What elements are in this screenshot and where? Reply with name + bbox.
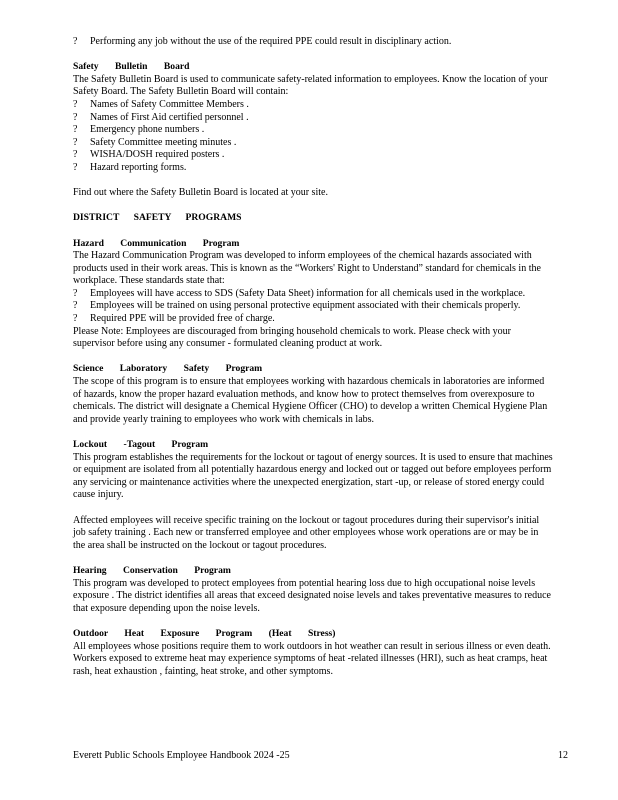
lockout-paragraph: This program establishes the requirements for the lockout or tagout of energy sources. It is used to ensure that machines or equipment are isolated from all potentially hazardous energy and locked out or tagged out before employees perform any servicing or maintenance activities where the unexpected energization, start -up, or release of stored energy could cause injury.: [73, 451, 553, 501]
safety-board-list: [73, 99, 553, 175]
bullet-mark: ?: [73, 98, 78, 110]
hazard-list: [73, 288, 553, 326]
page-number: 12: [558, 750, 568, 761]
footer-title: Everett Public Schools Employee Handbook 2024 -25: [73, 750, 290, 761]
list-item: ? Safety Committee meeting minutes .: [73, 136, 237, 148]
hazard-paragraph: The Hazard Communication Program was developed to inform employees of the chemical hazards associated with products used in their work areas. This is known as the “Workers' Right to Understand” standard for chemicals in the workplace. These standards state that:: [73, 250, 541, 287]
section-heading-outdoor: Outdoor Heat Exposure Program (Heat Stress): [73, 627, 336, 639]
safety-board-location-note: Find out where the Safety Bulletin Board is located at your site.: [73, 187, 328, 199]
hearing-paragraph: This program was developed to protect employees from potential hearing loss due to high occupational noise levels exposure . The district identifies all areas that exceed designated noise levels and takes preventative measures to reduce that exposure depending upon the noise levels.: [73, 577, 551, 614]
list-item: ? Names of Safety Committee Members .: [73, 98, 249, 110]
safety-board-paragraph: The Safety Bulletin Board is used to communicate safety-related information to employees. Know the location of your Safety Board. The Safety Bulletin Board will contain:: [73, 73, 548, 98]
bullet-mark: ?: [73, 287, 78, 299]
ppe-warning: Performing any job without the use of the required PPE could result in disciplinary action.: [90, 36, 452, 47]
district-programs-heading: DISTRICT SAFETY PROGRAMS: [73, 212, 242, 224]
list-item: ? Employees will have access to SDS (Safety Data Sheet) information for all chemicals used in the workplace.: [73, 287, 526, 299]
handbook-page: [73, 36, 553, 678]
list-item: ? WISHA/DOSH required posters .: [73, 149, 225, 161]
bullet-mark: ?: [73, 136, 78, 148]
list-item: ? Required PPE will be provided free of charge.: [73, 313, 275, 325]
section-heading-lockout: Lockout -Tagout Program: [73, 439, 209, 450]
bullet-mark: ?: [73, 36, 78, 47]
bullet-mark: ?: [73, 124, 78, 136]
science-paragraph: The scope of this program is to ensure that employees working with hazardous chemicals in laboratories are informed of hazards, know the proper hazard evaluation methods, and know how to protect themselves from overexposure to chemicals. The district will designate a Chemical Hygiene Officer (CHO) to develop a written Chemical Hygiene Plan and provide yearly training to employees who work with chemicals in labs.: [73, 376, 548, 425]
list-item: ? Emergency phone numbers .: [73, 124, 205, 136]
bullet-mark: ?: [73, 300, 78, 312]
list-item: ? Hazard reporting forms.: [73, 161, 187, 173]
list-item: ? Employees will be trained on using personal protective equipment associated with their chemicals properly.: [73, 300, 521, 312]
page-footer: [73, 750, 568, 761]
section-heading-hearing: Hearing Conservation Program: [73, 564, 231, 576]
section-heading-hazard: Hazard Communication Program: [73, 237, 240, 249]
section-heading-safety-board: Safety Bulletin Board: [73, 61, 190, 73]
section-heading-science: Science Laboratory Safety Program: [73, 363, 263, 375]
bullet-mark: ?: [73, 111, 78, 123]
list-item: [73, 36, 553, 49]
list-item: ? Names of First Aid certified personnel .: [73, 111, 249, 123]
outdoor-paragraph: All employees whose positions require them to work outdoors in hot weather can result in serious illness or even death. Workers exposed to extreme heat may experience symptoms of heat -related illnesses (HRI), such as heat cramps, heat rash, heat exhaustion , fainting, heat stroke, and other symptoms.: [73, 640, 551, 677]
hazard-note: Please Note: Employees are discouraged from bringing household chemicals to work. Please check with your supervisor before using any consumer - formulated cleaning product at work.: [73, 325, 511, 350]
bullet-mark: ?: [73, 161, 78, 173]
lockout-paragraph-2: Affected employees will receive specific training on the lockout or tagout procedures during their supervisor's initial job safety training . Each new or transferred employee and other employees whose work operations are or may be in the area shall be instructed on the lockout or tagout procedures.: [73, 514, 540, 551]
bullet-mark: ?: [73, 313, 78, 325]
bullet-mark: ?: [73, 149, 78, 161]
